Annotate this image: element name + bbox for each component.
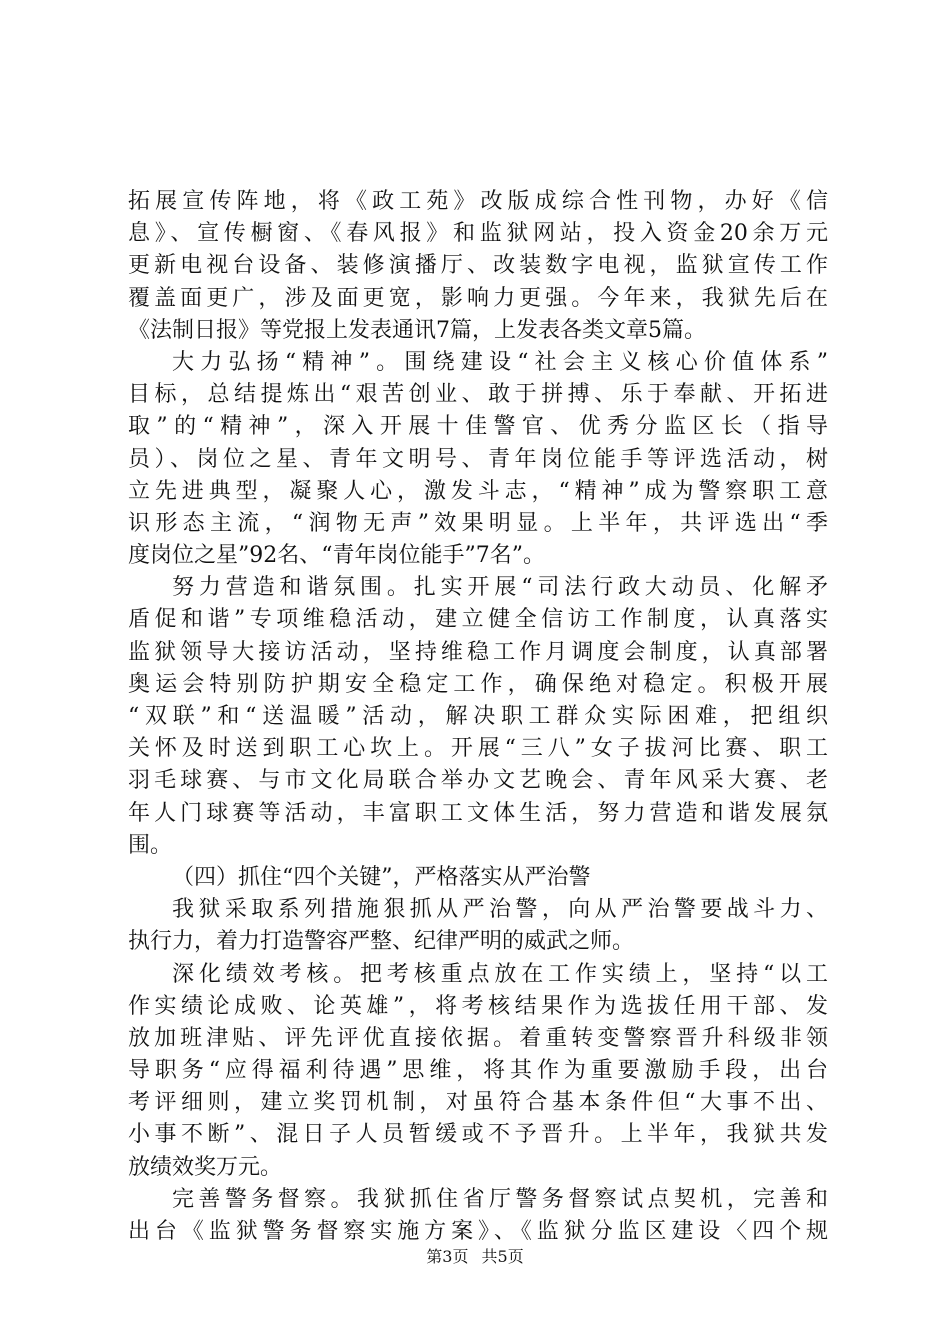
text-line: 作实绩论成败、论英雄”，将考核结果作为选拔任用干部、发 bbox=[128, 993, 828, 1019]
page-total: 共5页 bbox=[481, 1247, 524, 1266]
page-footer bbox=[0, 1244, 950, 1267]
text-line: 《法制日报》等党报上发表通讯7篇，上发表各类文章5篇。 bbox=[128, 317, 706, 343]
text-line: 更新电视台设备、装修演播厅、改装数字电视，监狱宣传工作 bbox=[128, 253, 828, 279]
text-line: 放绩效奖万元。 bbox=[128, 1154, 283, 1180]
text-line: 考评细则，建立奖罚机制，对虽符合基本条件但“大事不出、 bbox=[128, 1090, 828, 1116]
text-line: 放加班津贴、评先评优直接依据。着重转变警察晋升科级非领 bbox=[128, 1025, 828, 1051]
text-line: 度岗位之星”92名、“青年岗位能手”7名”。 bbox=[128, 543, 545, 569]
text-line: 羽毛球赛、与市文化局联合举办文艺晚会、青年风采大赛、老 bbox=[128, 768, 828, 794]
paragraph-start-line: 深化绩效考核。把考核重点放在工作实绩上，坚持“以工 bbox=[172, 961, 828, 987]
document-body bbox=[128, 186, 828, 1248]
text-line: 盾促和谐”专项维稳活动，建立健全信访工作制度，认真落实 bbox=[128, 607, 828, 633]
text-line: 出台《监狱警务督察实施方案》、《监狱分监区建设〈四个规 bbox=[128, 1219, 828, 1244]
text-line: 监狱领导大接访活动，坚持维稳工作月调度会制度，认真部署 bbox=[128, 639, 828, 665]
text-line: 导职务“应得福利待遇”思维，将其作为重要激励手段，出台 bbox=[128, 1058, 828, 1084]
text-line: 员）、岗位之星、青年文明号、青年岗位能手等评选活动，树 bbox=[128, 446, 828, 472]
paragraph-start-line: 我狱采取系列措施狠抓从严治警，向从严治警要战斗力、 bbox=[172, 897, 828, 923]
text-line: 立先进典型，凝聚人心，激发斗志，“精神”成为警察职工意 bbox=[128, 478, 828, 504]
text-line: 奥运会特别防护期安全稳定工作，确保绝对稳定。积极开展 bbox=[128, 671, 828, 697]
text-line: 小事不断”、混日子人员暂缓或不予晋升。上半年，我狱共发 bbox=[128, 1122, 828, 1148]
text-line: 关怀及时送到职工心坎上。开展“三八”女子拔河比赛、职工 bbox=[128, 736, 828, 762]
page-number: 第3页 bbox=[426, 1247, 469, 1266]
paragraph-start-line: 努力营造和谐氛围。扎实开展“司法行政大动员、化解矛 bbox=[172, 575, 828, 601]
text-line: 围。 bbox=[128, 832, 173, 858]
text-line: 取”的“精神”，深入开展十佳警官、优秀分监区长（指导 bbox=[128, 414, 828, 440]
text-line: 识形态主流，“润物无声”效果明显。上半年，共评选出“季 bbox=[128, 510, 828, 536]
text-line: 目标，总结提炼出“艰苦创业、敢于拼搏、乐于奉献、开拓进 bbox=[128, 382, 828, 408]
text-line: 拓展宣传阵地，将《政工苑》改版成综合性刊物，办好《信 bbox=[128, 189, 828, 214]
text-line: “双联”和“送温暖”活动，解决职工群众实际困难，把组织 bbox=[128, 704, 828, 729]
section-heading: （四）抓住“四个关键”，严格落实从严治警 bbox=[172, 864, 591, 890]
text-line: 年人门球赛等活动，丰富职工文体生活，努力营造和谐发展氛 bbox=[128, 800, 828, 826]
paragraph-start-line: 完善警务督察。我狱抓住省厅警务督察试点契机，完善和 bbox=[172, 1186, 828, 1212]
text-line: 覆盖面更广，涉及面更宽，影响力更强。今年来，我狱先后在 bbox=[128, 285, 828, 311]
text-line: 执行力，着力打造警容严整、纪律严明的威武之师。 bbox=[128, 929, 635, 955]
text-line: 息》、宣传橱窗、《春风报》和监狱网站，投入资金20余万元 bbox=[128, 221, 828, 247]
paragraph-start-line: 大力弘扬“精神”。围绕建设“社会主义核心价值体系” bbox=[172, 349, 828, 375]
